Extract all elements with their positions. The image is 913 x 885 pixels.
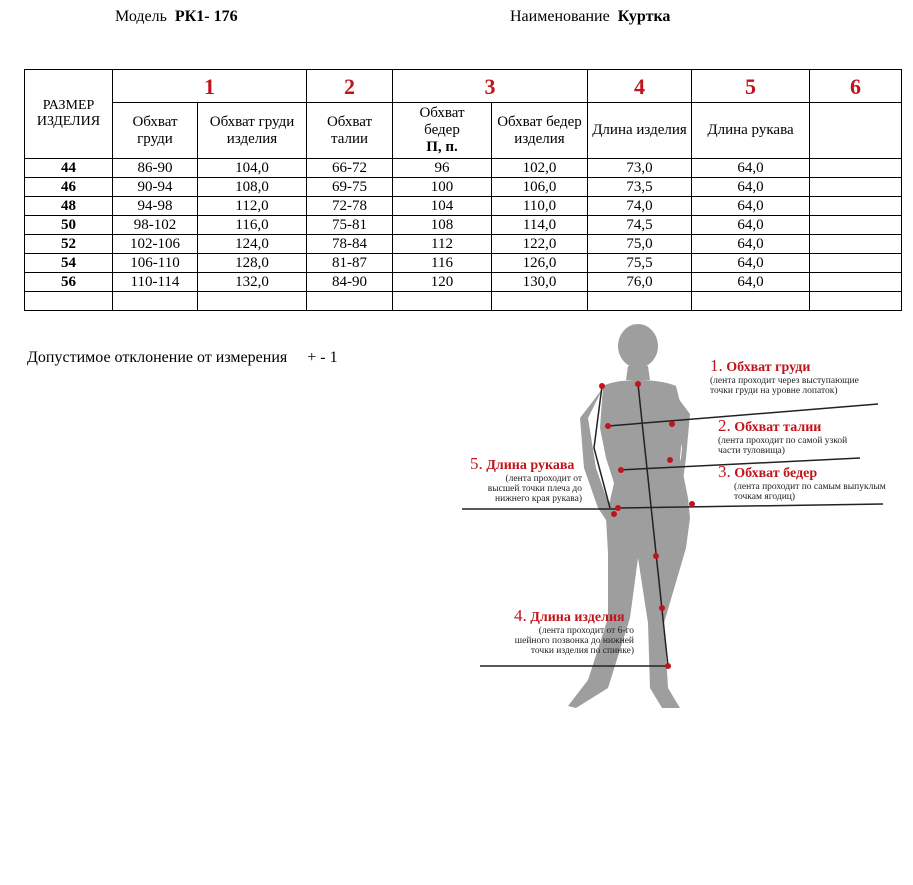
group-number-6: 6	[810, 70, 902, 103]
size-table	[24, 69, 902, 311]
annotation-sleeve-num: 5.	[470, 454, 483, 473]
hips-product-header: Обхват бедер изделия	[492, 103, 588, 159]
cell-waist: 72-78	[307, 197, 393, 216]
cell-length: 75,0	[588, 235, 692, 254]
tolerance-value: + - 1	[307, 349, 338, 366]
table-row	[25, 273, 902, 292]
cell-length: 74,5	[588, 216, 692, 235]
table-row	[25, 216, 902, 235]
annotation-length-note1: (лента проходит от 6-го	[538, 626, 634, 636]
length-header: Длина изделия	[588, 103, 692, 159]
annotation-hips	[718, 464, 886, 502]
annotation-length-note2: шейного позвонка до нижней	[514, 636, 634, 646]
cell-waist: 69-75	[307, 178, 393, 197]
name-header	[510, 8, 670, 26]
annotation-hips-note1: (лента проходит по самым выпуклым	[734, 482, 886, 492]
group-number-5: 5	[692, 70, 810, 103]
annotation-hips-note2: точкам ягодиц)	[734, 492, 796, 502]
cell-col6	[810, 235, 902, 254]
group-number-4: 4	[588, 70, 692, 103]
hips-header-line1: Обхват бедер	[419, 105, 465, 138]
annotation-waist	[718, 418, 847, 456]
annotation-chest-title: Обхват груди	[726, 360, 811, 375]
cell-col6	[810, 159, 902, 178]
cell-hips_product: 110,0	[492, 197, 588, 216]
cell-hips: 112	[393, 235, 492, 254]
cell-length: 74,0	[588, 197, 692, 216]
cell-sleeve: 64,0	[692, 273, 810, 292]
group-number-3: 3	[393, 70, 588, 103]
annotation-length-title: Длина изделия	[530, 610, 625, 625]
cell-col6	[810, 254, 902, 273]
annotation-length-num: 4.	[514, 606, 527, 625]
annotation-chest-note2: точки груди на уровне лопаток)	[710, 386, 838, 396]
cell-chest: 106-110	[113, 254, 198, 273]
group-number-1: 1	[113, 70, 307, 103]
cell-hips_product: 126,0	[492, 254, 588, 273]
cell-chest: 110-114	[113, 273, 198, 292]
annotation-hips-title: Обхват бедер	[734, 466, 818, 481]
cell-length: 75,5	[588, 254, 692, 273]
measurement-diagram	[458, 318, 898, 718]
group-number-2: 2	[307, 70, 393, 103]
cell-waist: 75-81	[307, 216, 393, 235]
cell-chest: 94-98	[113, 197, 198, 216]
size-column-header: РАЗМЕР ИЗДЕЛИЯ	[25, 70, 113, 159]
annotation-waist-num: 2.	[718, 416, 731, 435]
chest-product-header: Обхват груди изделия	[198, 103, 307, 159]
cell-hips: 108	[393, 216, 492, 235]
cell-sleeve: 64,0	[692, 216, 810, 235]
tolerance-text: Допустимое отклонение от измерения	[27, 349, 288, 366]
cell-chest_product: 128,0	[198, 254, 307, 273]
annotation-waist-note2: части туловища)	[718, 446, 785, 456]
cell-chest: 90-94	[113, 178, 198, 197]
name-label: Наименование	[510, 8, 610, 25]
cell-sleeve: 64,0	[692, 254, 810, 273]
cell-col6	[810, 273, 902, 292]
cell-col6	[810, 216, 902, 235]
cell-length: 73,5	[588, 178, 692, 197]
col6-header	[810, 103, 902, 159]
table-row	[25, 197, 902, 216]
model-value: РК1- 176	[174, 8, 238, 25]
cell-hips: 120	[393, 273, 492, 292]
cell-hips: 96	[393, 159, 492, 178]
annotation-length-note3: точки изделия по спинке)	[530, 646, 634, 656]
cell-hips_product: 130,0	[492, 273, 588, 292]
cell-size: 52	[25, 235, 113, 254]
cell-hips: 104	[393, 197, 492, 216]
cell-hips: 100	[393, 178, 492, 197]
cell-hips_product: 114,0	[492, 216, 588, 235]
cell-size: 44	[25, 159, 113, 178]
tolerance-note	[27, 349, 338, 367]
cell-hips: 116	[393, 254, 492, 273]
hips-header	[393, 103, 492, 159]
cell-size: 50	[25, 216, 113, 235]
cell-size: 56	[25, 273, 113, 292]
cell-chest_product: 132,0	[198, 273, 307, 292]
table-row	[25, 235, 902, 254]
waist-header: Обхват талии	[307, 103, 393, 159]
cell-hips_product: 102,0	[492, 159, 588, 178]
cell-sleeve: 64,0	[692, 178, 810, 197]
cell-hips_product: 122,0	[492, 235, 588, 254]
cell-chest_product: 112,0	[198, 197, 307, 216]
model-header	[115, 8, 238, 26]
annotation-hips-num: 3.	[718, 462, 731, 481]
sleeve-header: Длина рукава	[692, 103, 810, 159]
annotation-sleeve-note2: высшей точки плеча до	[487, 484, 582, 494]
cell-chest: 98-102	[113, 216, 198, 235]
cell-waist: 84-90	[307, 273, 393, 292]
cell-chest_product: 116,0	[198, 216, 307, 235]
annotation-sleeve-title: Длина рукава	[486, 458, 575, 473]
name-value: Куртка	[617, 8, 671, 25]
annotation-waist-note1: (лента проходит по самой узкой	[718, 436, 848, 446]
cell-length: 73,0	[588, 159, 692, 178]
cell-chest_product: 104,0	[198, 159, 307, 178]
cell-size: 54	[25, 254, 113, 273]
annotation-chest	[710, 358, 859, 396]
cell-length: 76,0	[588, 273, 692, 292]
cell-waist: 78-84	[307, 235, 393, 254]
annotation-sleeve-note3: нижнего края рукава)	[495, 494, 582, 504]
annotation-sleeve	[470, 456, 582, 504]
cell-chest: 102-106	[113, 235, 198, 254]
cell-col6	[810, 197, 902, 216]
cell-chest_product: 108,0	[198, 178, 307, 197]
cell-chest_product: 124,0	[198, 235, 307, 254]
empty-row	[25, 292, 902, 311]
cell-col6	[810, 178, 902, 197]
annotation-waist-title: Обхват талии	[734, 420, 822, 435]
cell-waist: 66-72	[307, 159, 393, 178]
chest-header: Обхват груди	[113, 103, 198, 159]
annotation-chest-note1: (лента проходит через выступающие	[710, 376, 859, 386]
cell-sleeve: 64,0	[692, 159, 810, 178]
cell-size: 46	[25, 178, 113, 197]
cell-chest: 86-90	[113, 159, 198, 178]
annotation-length	[494, 608, 634, 656]
cell-waist: 81-87	[307, 254, 393, 273]
table-row	[25, 178, 902, 197]
table-row	[25, 159, 902, 178]
table-row	[25, 254, 902, 273]
cell-sleeve: 64,0	[692, 197, 810, 216]
model-label: Модель	[115, 8, 167, 25]
size-rows	[25, 159, 902, 292]
cell-size: 48	[25, 197, 113, 216]
annotation-sleeve-note1: (лента проходит от	[505, 474, 582, 484]
annotation-chest-num: 1.	[710, 356, 723, 375]
cell-hips_product: 106,0	[492, 178, 588, 197]
hips-header-line2: П, п.	[426, 139, 458, 155]
cell-sleeve: 64,0	[692, 235, 810, 254]
